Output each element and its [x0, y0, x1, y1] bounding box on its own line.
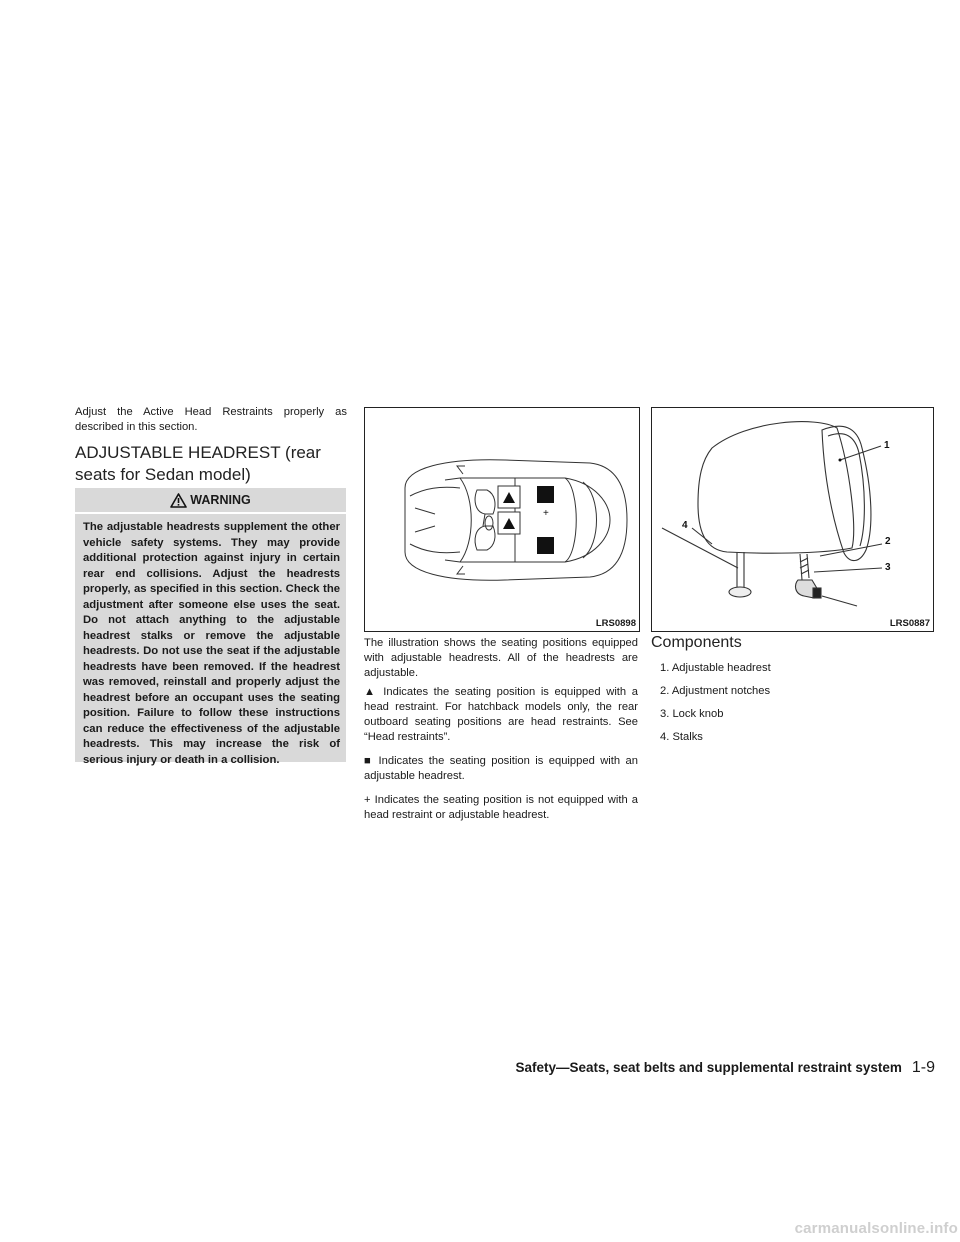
list-item: 3. Lock knob — [660, 708, 724, 720]
footer-section-title: Safety—Seats, seat belts and supplemental restraint system — [515, 1060, 902, 1075]
warning-box — [75, 488, 346, 766]
components-heading: Components — [651, 634, 742, 651]
headrest-illustration — [652, 408, 933, 631]
seating-positions-figure — [364, 407, 640, 632]
callout-2: 2 — [885, 536, 891, 547]
callout-3: 3 — [885, 562, 891, 573]
callout-1: 1 — [884, 440, 890, 451]
page-footer — [465, 1059, 935, 1077]
intro-paragraph: Adjust the Active Head Restraints properly as described in this section. — [75, 406, 347, 433]
components-list — [660, 661, 771, 753]
warning-triangle-icon — [170, 493, 187, 508]
car-top-view-illustration — [365, 408, 639, 631]
watermark-text: carmanualsonline.info — [794, 1220, 958, 1237]
body-paragraph-2: ▲ Indicates the seating position is equipped with a head restraint. For hatchback models only, the rear outboard seating positions are head restraints. See “Head restraints”. — [364, 686, 638, 743]
warning-text: The adjustable headrests supplement the other vehicle safety systems. They may provide additional protection against injury in certain rear end collisions. Adjust the headrests properly, as specified in this section. Check the adjustment after someone else uses the seat. Do not attach anything to the adjustable headrest stalks or remove the adjustable headrests. Do not use the seat if the adjustable headrests have been removed. If the headrest was removed, reinstall and properly adjust the headrest before an occupant uses the seating position. Failure to follow these instructions can reduce the effectiveness of the adjustable headrests. This may increase the risk of serious injury or death in a collision. — [83, 521, 340, 766]
body-paragraph-1: The illustration shows the seating positions equipped with adjustable headrests. All of the headrests are adjustable. — [364, 637, 638, 679]
watermark-bar — [0, 1218, 960, 1242]
section-heading: ADJUSTABLE HEADREST (rear seats for Sedan model) — [75, 443, 321, 484]
list-item: 4. Stalks — [660, 731, 703, 743]
callout-4: 4 — [682, 520, 688, 531]
list-item: 1. Adjustable headrest — [660, 662, 771, 674]
list-item: 2. Adjustment notches — [660, 685, 771, 697]
warning-divider — [75, 512, 346, 514]
headrest-components-figure — [651, 407, 934, 632]
page-number: 1-9 — [911, 1059, 935, 1076]
warning-header — [75, 488, 346, 512]
body-paragraph-3: ■ Indicates the seating position is equipped with an adjustable headrest. — [364, 755, 638, 782]
body-paragraph-4: + Indicates the seating position is not equipped with a head restraint or adjustable headrest. — [364, 794, 638, 821]
center-seat-plus: + — [543, 508, 549, 519]
warning-label: WARNING — [190, 493, 251, 507]
figure-code: LRS0898 — [595, 618, 636, 629]
figure-code: LRS0887 — [889, 618, 930, 629]
